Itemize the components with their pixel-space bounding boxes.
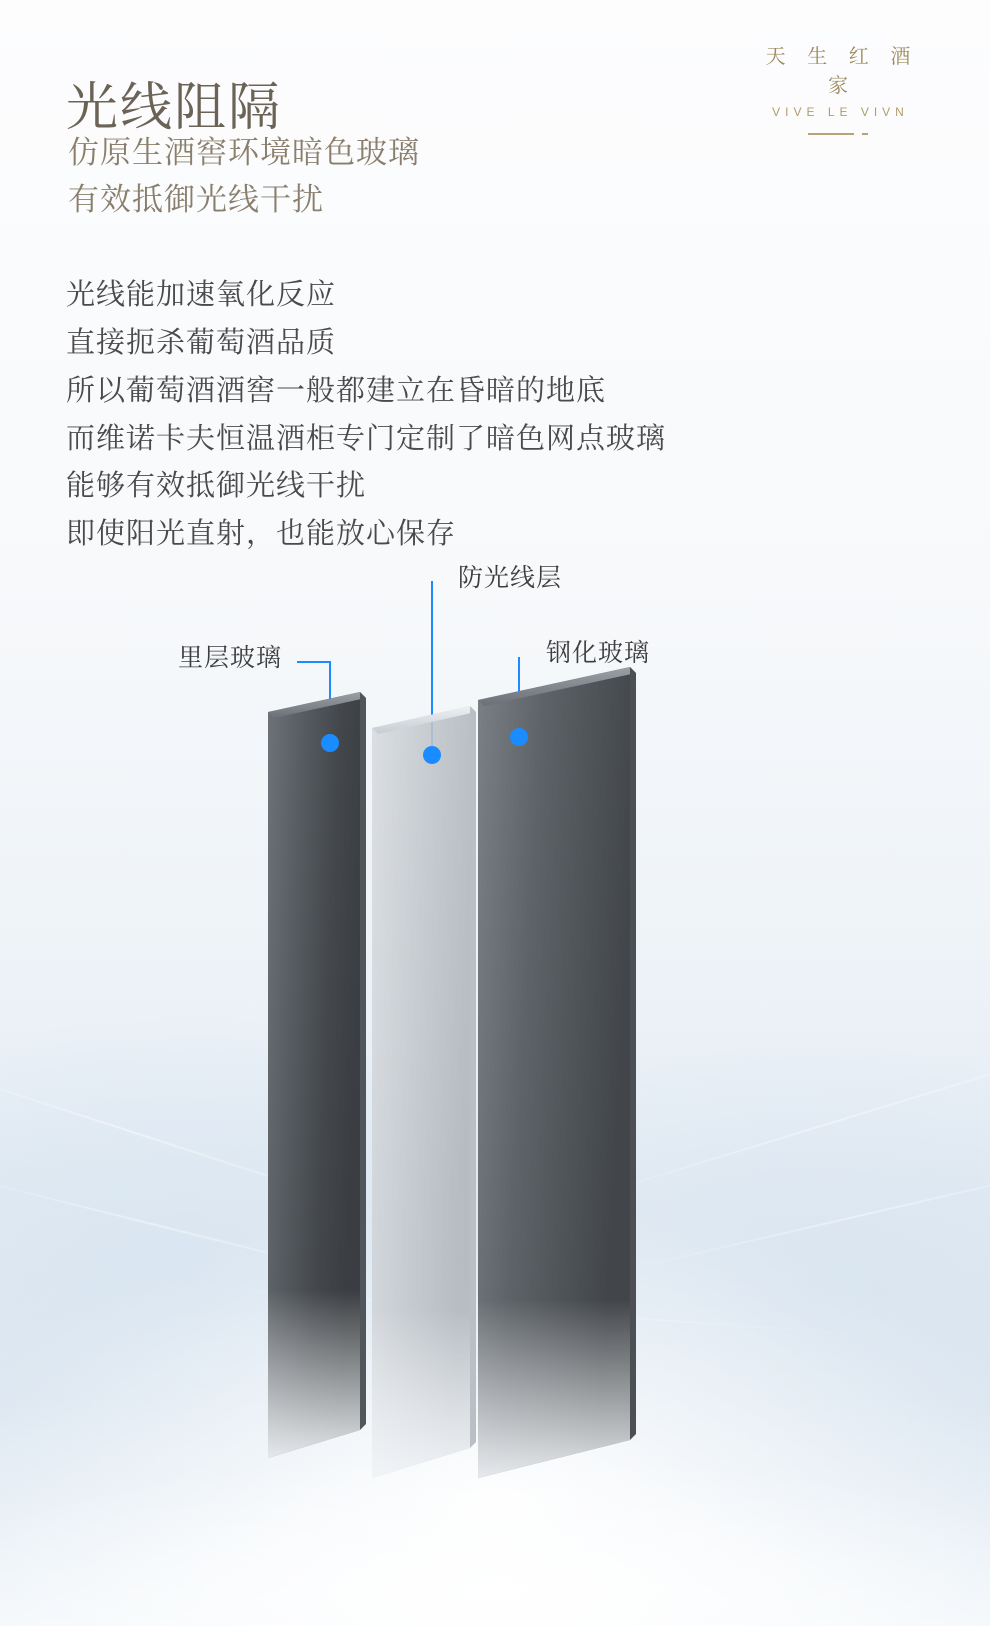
brand-name-en: VIVE LE VIVN <box>772 105 909 119</box>
page-subtitle <box>68 130 420 223</box>
callout-dot-anti-light-film <box>423 746 441 764</box>
subtitle-line-1: 仿原生酒窖环境暗色玻璃 <box>68 135 420 170</box>
layer-anti-light-film <box>372 706 476 1478</box>
brand-divider <box>748 133 928 135</box>
callout-label-inner-glass: 里层玻璃 <box>178 644 283 672</box>
copy-line: 能够有效抵御光线干扰 <box>66 470 367 503</box>
brand-logo <box>748 40 928 135</box>
copy-line: 即使阳光直射，也能放心保存 <box>66 518 457 551</box>
layer-tempered-glass <box>478 667 636 1478</box>
copy-line: 而维诺卡夫恒温酒柜专门定制了暗色网点玻璃 <box>66 422 667 455</box>
callout-dot-tempered-glass <box>510 728 528 746</box>
brand-name-cn: 天 生 红 酒 家 <box>765 46 919 97</box>
subtitle-line-2: 有效抵御光线干扰 <box>68 181 324 217</box>
page-title: 光线阻隔 <box>66 78 283 137</box>
copy-line: 直接扼杀葡萄酒品质 <box>66 326 337 359</box>
callout-label-anti-light-film: 防光线层 <box>458 564 563 592</box>
copy-line: 光线能加速氧化反应 <box>66 279 337 311</box>
callout-dot-inner-glass <box>321 734 339 752</box>
copy-line: 所以葡萄酒酒窖一般都建立在昏暗的地底 <box>66 374 607 407</box>
glass-layer-diagram <box>0 540 990 1540</box>
callout-label-tempered-glass: 钢化玻璃 <box>546 639 651 667</box>
layer-inner-glass <box>268 692 366 1458</box>
body-copy <box>66 272 666 559</box>
